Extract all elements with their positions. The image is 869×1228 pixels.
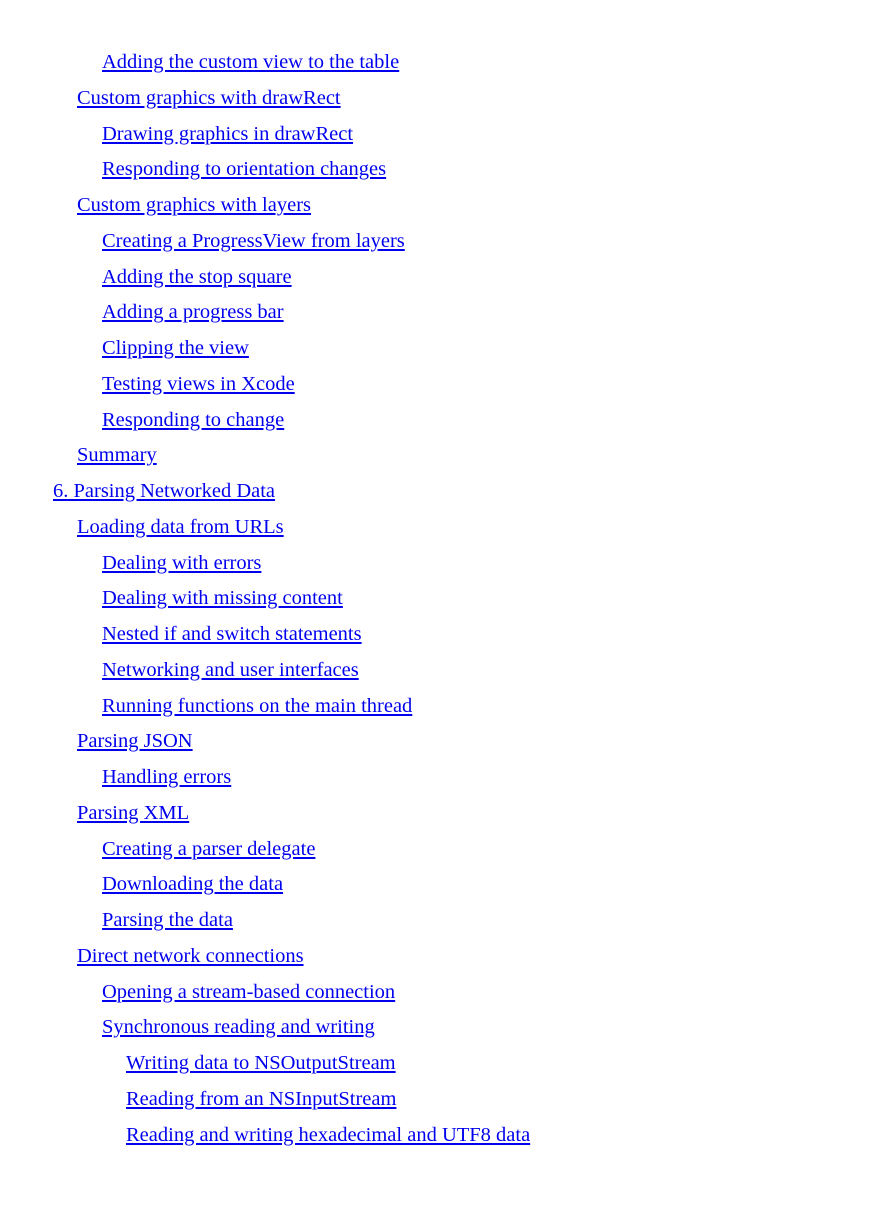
toc-link[interactable]: Drawing graphics in drawRect	[102, 122, 354, 145]
toc-link[interactable]: Synchronous reading and writing	[102, 1016, 375, 1039]
toc-item	[0, 331, 530, 367]
toc-link[interactable]: Adding the custom view to the table	[102, 51, 400, 73]
toc-item	[0, 81, 530, 117]
toc-link[interactable]: Responding to change	[102, 408, 285, 431]
toc-item	[0, 117, 530, 153]
toc-link[interactable]: Writing data to NSOutputStream	[126, 1052, 396, 1074]
toc-link[interactable]: Adding the stop square	[102, 265, 292, 288]
toc-chapter-item	[0, 474, 530, 510]
toc-link[interactable]: Handling errors	[102, 766, 232, 788]
toc-link[interactable]: Opening a stream-based connection	[102, 980, 396, 1003]
toc-link[interactable]: Creating a ProgressView from layers	[102, 229, 405, 252]
toc-item	[0, 689, 530, 725]
toc-item	[0, 438, 530, 474]
toc-link[interactable]: Loading data from URLs	[77, 515, 284, 538]
toc-item	[0, 260, 530, 296]
toc-item	[0, 653, 530, 689]
toc-link[interactable]: Parsing JSON	[77, 730, 193, 753]
toc-item	[0, 367, 530, 403]
toc-link[interactable]: Testing views in Xcode	[102, 372, 295, 395]
toc-item	[0, 188, 530, 224]
toc-item	[0, 939, 530, 975]
toc-link[interactable]: Creating a parser delegate	[102, 837, 316, 860]
toc-link[interactable]: Reading from an NSInputStream	[126, 1087, 397, 1110]
table-of-contents	[0, 45, 530, 1153]
toc-item	[0, 295, 530, 331]
toc-link[interactable]: Direct network connections	[77, 944, 304, 967]
toc-item	[0, 152, 530, 188]
toc-link[interactable]: Downloading the data	[102, 873, 284, 896]
toc-item	[0, 1082, 530, 1118]
toc-link[interactable]: Clipping the view	[102, 337, 249, 359]
toc-item	[0, 724, 530, 760]
toc-link[interactable]: Custom graphics with layers	[77, 194, 312, 216]
toc-link[interactable]: Dealing with missing content	[102, 587, 343, 610]
toc-item	[0, 510, 530, 546]
toc-item	[0, 1046, 530, 1082]
toc-link[interactable]: Adding a progress bar	[102, 301, 284, 324]
toc-item	[0, 975, 530, 1011]
toc-item	[0, 45, 530, 81]
toc-link[interactable]: Parsing the data	[102, 909, 233, 931]
toc-item	[0, 581, 530, 617]
toc-item	[0, 1118, 530, 1154]
toc-link[interactable]: Parsing XML	[77, 801, 190, 824]
toc-link[interactable]: Custom graphics with drawRect	[77, 86, 341, 109]
toc-link[interactable]: Networking and user interfaces	[102, 658, 359, 681]
toc-item	[0, 796, 530, 832]
toc-item	[0, 1010, 530, 1046]
toc-item	[0, 832, 530, 868]
toc-link[interactable]: Reading and writing hexadecimal and UTF8 data	[126, 1123, 531, 1146]
toc-chapter-link[interactable]: 6. Parsing Networked Data	[53, 480, 276, 502]
toc-item	[0, 403, 530, 439]
toc-item	[0, 867, 530, 903]
toc-link[interactable]: Dealing with errors	[102, 551, 262, 574]
toc-item	[0, 903, 530, 939]
toc-item	[0, 546, 530, 582]
toc-link[interactable]: Running functions on the main thread	[102, 694, 413, 717]
toc-item	[0, 224, 530, 260]
toc-link[interactable]: Nested if and switch statements	[102, 623, 362, 645]
toc-item	[0, 617, 530, 653]
toc-link[interactable]: Summary	[77, 444, 157, 467]
toc-link[interactable]: Responding to orientation changes	[102, 158, 387, 181]
toc-item	[0, 760, 530, 796]
